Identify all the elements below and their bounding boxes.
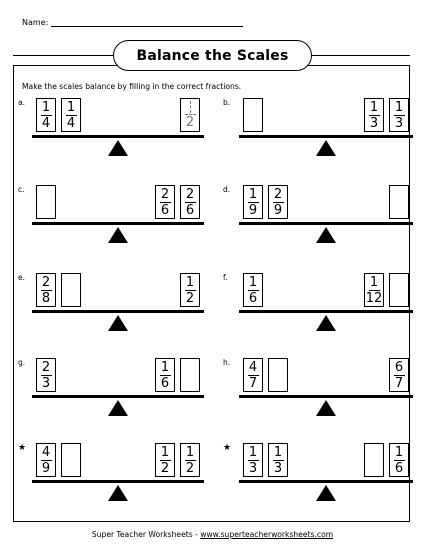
- numerator: 1: [273, 444, 283, 460]
- name-blank-line[interactable]: [51, 18, 243, 27]
- numerator: 1: [369, 274, 379, 290]
- title-line-left: [13, 55, 113, 56]
- scale-beam: [239, 395, 413, 398]
- instructions-text: Make the scales balance by filling in the correct fractions.: [22, 82, 242, 91]
- problem-label: c.: [18, 185, 25, 194]
- scale-fulcrum: [316, 140, 336, 156]
- denominator: 3: [369, 115, 379, 131]
- scale-beam: [32, 310, 204, 313]
- numerator: 1: [185, 444, 195, 460]
- denominator: 12: [365, 290, 383, 306]
- footer: [0, 530, 425, 539]
- scale-fulcrum: [316, 400, 336, 416]
- scale-beam: [239, 310, 413, 313]
- denominator: 7: [248, 375, 258, 391]
- scale-fulcrum: [108, 227, 128, 243]
- numerator: 4: [41, 444, 51, 460]
- scale-beam: [239, 222, 413, 225]
- fraction-tile: [180, 185, 200, 219]
- blank-fraction-box[interactable]: [364, 443, 384, 477]
- fraction-tile: [364, 98, 384, 132]
- numerator: 2: [185, 186, 195, 202]
- problem-label: a.: [18, 98, 25, 107]
- blank-fraction-box[interactable]: [36, 185, 56, 219]
- denominator: 2: [160, 460, 170, 476]
- problem-label: e.: [18, 273, 25, 282]
- denominator: 6: [185, 202, 195, 218]
- problem-label: g.: [18, 358, 26, 367]
- numerator: 6: [394, 359, 404, 375]
- numerator: 1: [66, 99, 76, 115]
- denominator: 2: [185, 290, 195, 306]
- numerator: 4: [248, 359, 258, 375]
- numerator: 1: [248, 186, 258, 202]
- denominator: 9: [248, 202, 258, 218]
- fraction-tile: [36, 98, 56, 132]
- scale-fulcrum: [108, 485, 128, 501]
- numerator: 1: [248, 274, 258, 290]
- footer-prefix: Super Teacher Worksheets -: [91, 530, 201, 539]
- problem-label: h.: [223, 358, 231, 367]
- numerator: 1: [394, 444, 404, 460]
- numerator: 2: [160, 186, 170, 202]
- name-field: [22, 18, 243, 27]
- fraction-tile: [243, 273, 263, 307]
- fraction-tile: [364, 273, 384, 307]
- fraction-tile: [180, 98, 200, 132]
- problem-label: b.: [223, 98, 231, 107]
- scale-fulcrum: [316, 315, 336, 331]
- scale-fulcrum: [316, 485, 336, 501]
- denominator: 2: [185, 460, 195, 476]
- scale-beam: [32, 395, 204, 398]
- blank-fraction-box[interactable]: [389, 185, 409, 219]
- numerator: 1: [160, 444, 170, 460]
- fraction-tile: [243, 443, 263, 477]
- numerator: 2: [41, 274, 51, 290]
- denominator: 6: [394, 460, 404, 476]
- fraction-tile: [268, 443, 288, 477]
- denominator: 4: [41, 115, 51, 131]
- denominator: 3: [273, 460, 283, 476]
- blank-fraction-box[interactable]: [268, 358, 288, 392]
- fraction-tile: [36, 273, 56, 307]
- scale-beam: [239, 135, 413, 138]
- scale-beam: [32, 480, 204, 483]
- fraction-tile: [180, 443, 200, 477]
- denominator: 6: [248, 290, 258, 306]
- numerator: [190, 101, 191, 113]
- numerator: 1: [185, 274, 195, 290]
- denominator: 9: [273, 202, 283, 218]
- footer-link[interactable]: www.superteacherworksheets.com: [200, 530, 334, 539]
- numerator: 1: [41, 99, 51, 115]
- numerator: 2: [41, 359, 51, 375]
- denominator: 8: [41, 290, 51, 306]
- fraction-tile: [268, 185, 288, 219]
- fraction-tile: [243, 185, 263, 219]
- fraction-tile: [389, 98, 409, 132]
- denominator: 2: [185, 115, 195, 130]
- denominator: 6: [160, 202, 170, 218]
- denominator: 7: [394, 375, 404, 391]
- denominator: 6: [160, 375, 170, 391]
- problem-label: ★: [18, 443, 27, 453]
- title-line-right: [312, 55, 410, 56]
- numerator: 1: [394, 99, 404, 115]
- fraction-tile: [389, 443, 409, 477]
- fraction-tile: [243, 358, 263, 392]
- scale-beam: [32, 222, 204, 225]
- fraction-tile: [155, 358, 175, 392]
- blank-fraction-box[interactable]: [180, 358, 200, 392]
- page-title: Balance the Scales: [113, 40, 312, 71]
- fraction-tile: [180, 273, 200, 307]
- problem-label: d.: [223, 185, 231, 194]
- problem-label: f.: [223, 273, 228, 282]
- scale-fulcrum: [108, 315, 128, 331]
- blank-fraction-box[interactable]: [243, 98, 263, 132]
- fraction-tile: [389, 358, 409, 392]
- blank-fraction-box[interactable]: [61, 443, 81, 477]
- scale-beam: [32, 135, 204, 138]
- scale-fulcrum: [108, 140, 128, 156]
- fraction-tile: [61, 98, 81, 132]
- numerator: 1: [369, 99, 379, 115]
- denominator: 3: [41, 375, 51, 391]
- denominator: 4: [66, 115, 76, 131]
- fraction-tile: [36, 358, 56, 392]
- numerator: 1: [248, 444, 258, 460]
- fraction-tile: [155, 185, 175, 219]
- problem-label: ★: [223, 443, 232, 453]
- denominator: 3: [394, 115, 404, 131]
- denominator: 3: [248, 460, 258, 476]
- fraction-tile: [36, 443, 56, 477]
- denominator: 9: [41, 460, 51, 476]
- scale-beam: [239, 480, 413, 483]
- numerator: 2: [273, 186, 283, 202]
- blank-fraction-box[interactable]: [389, 273, 409, 307]
- blank-fraction-box[interactable]: [61, 273, 81, 307]
- name-label: Name:: [22, 18, 49, 27]
- scale-fulcrum: [108, 400, 128, 416]
- fraction-tile: [155, 443, 175, 477]
- scale-fulcrum: [316, 227, 336, 243]
- numerator: 1: [160, 359, 170, 375]
